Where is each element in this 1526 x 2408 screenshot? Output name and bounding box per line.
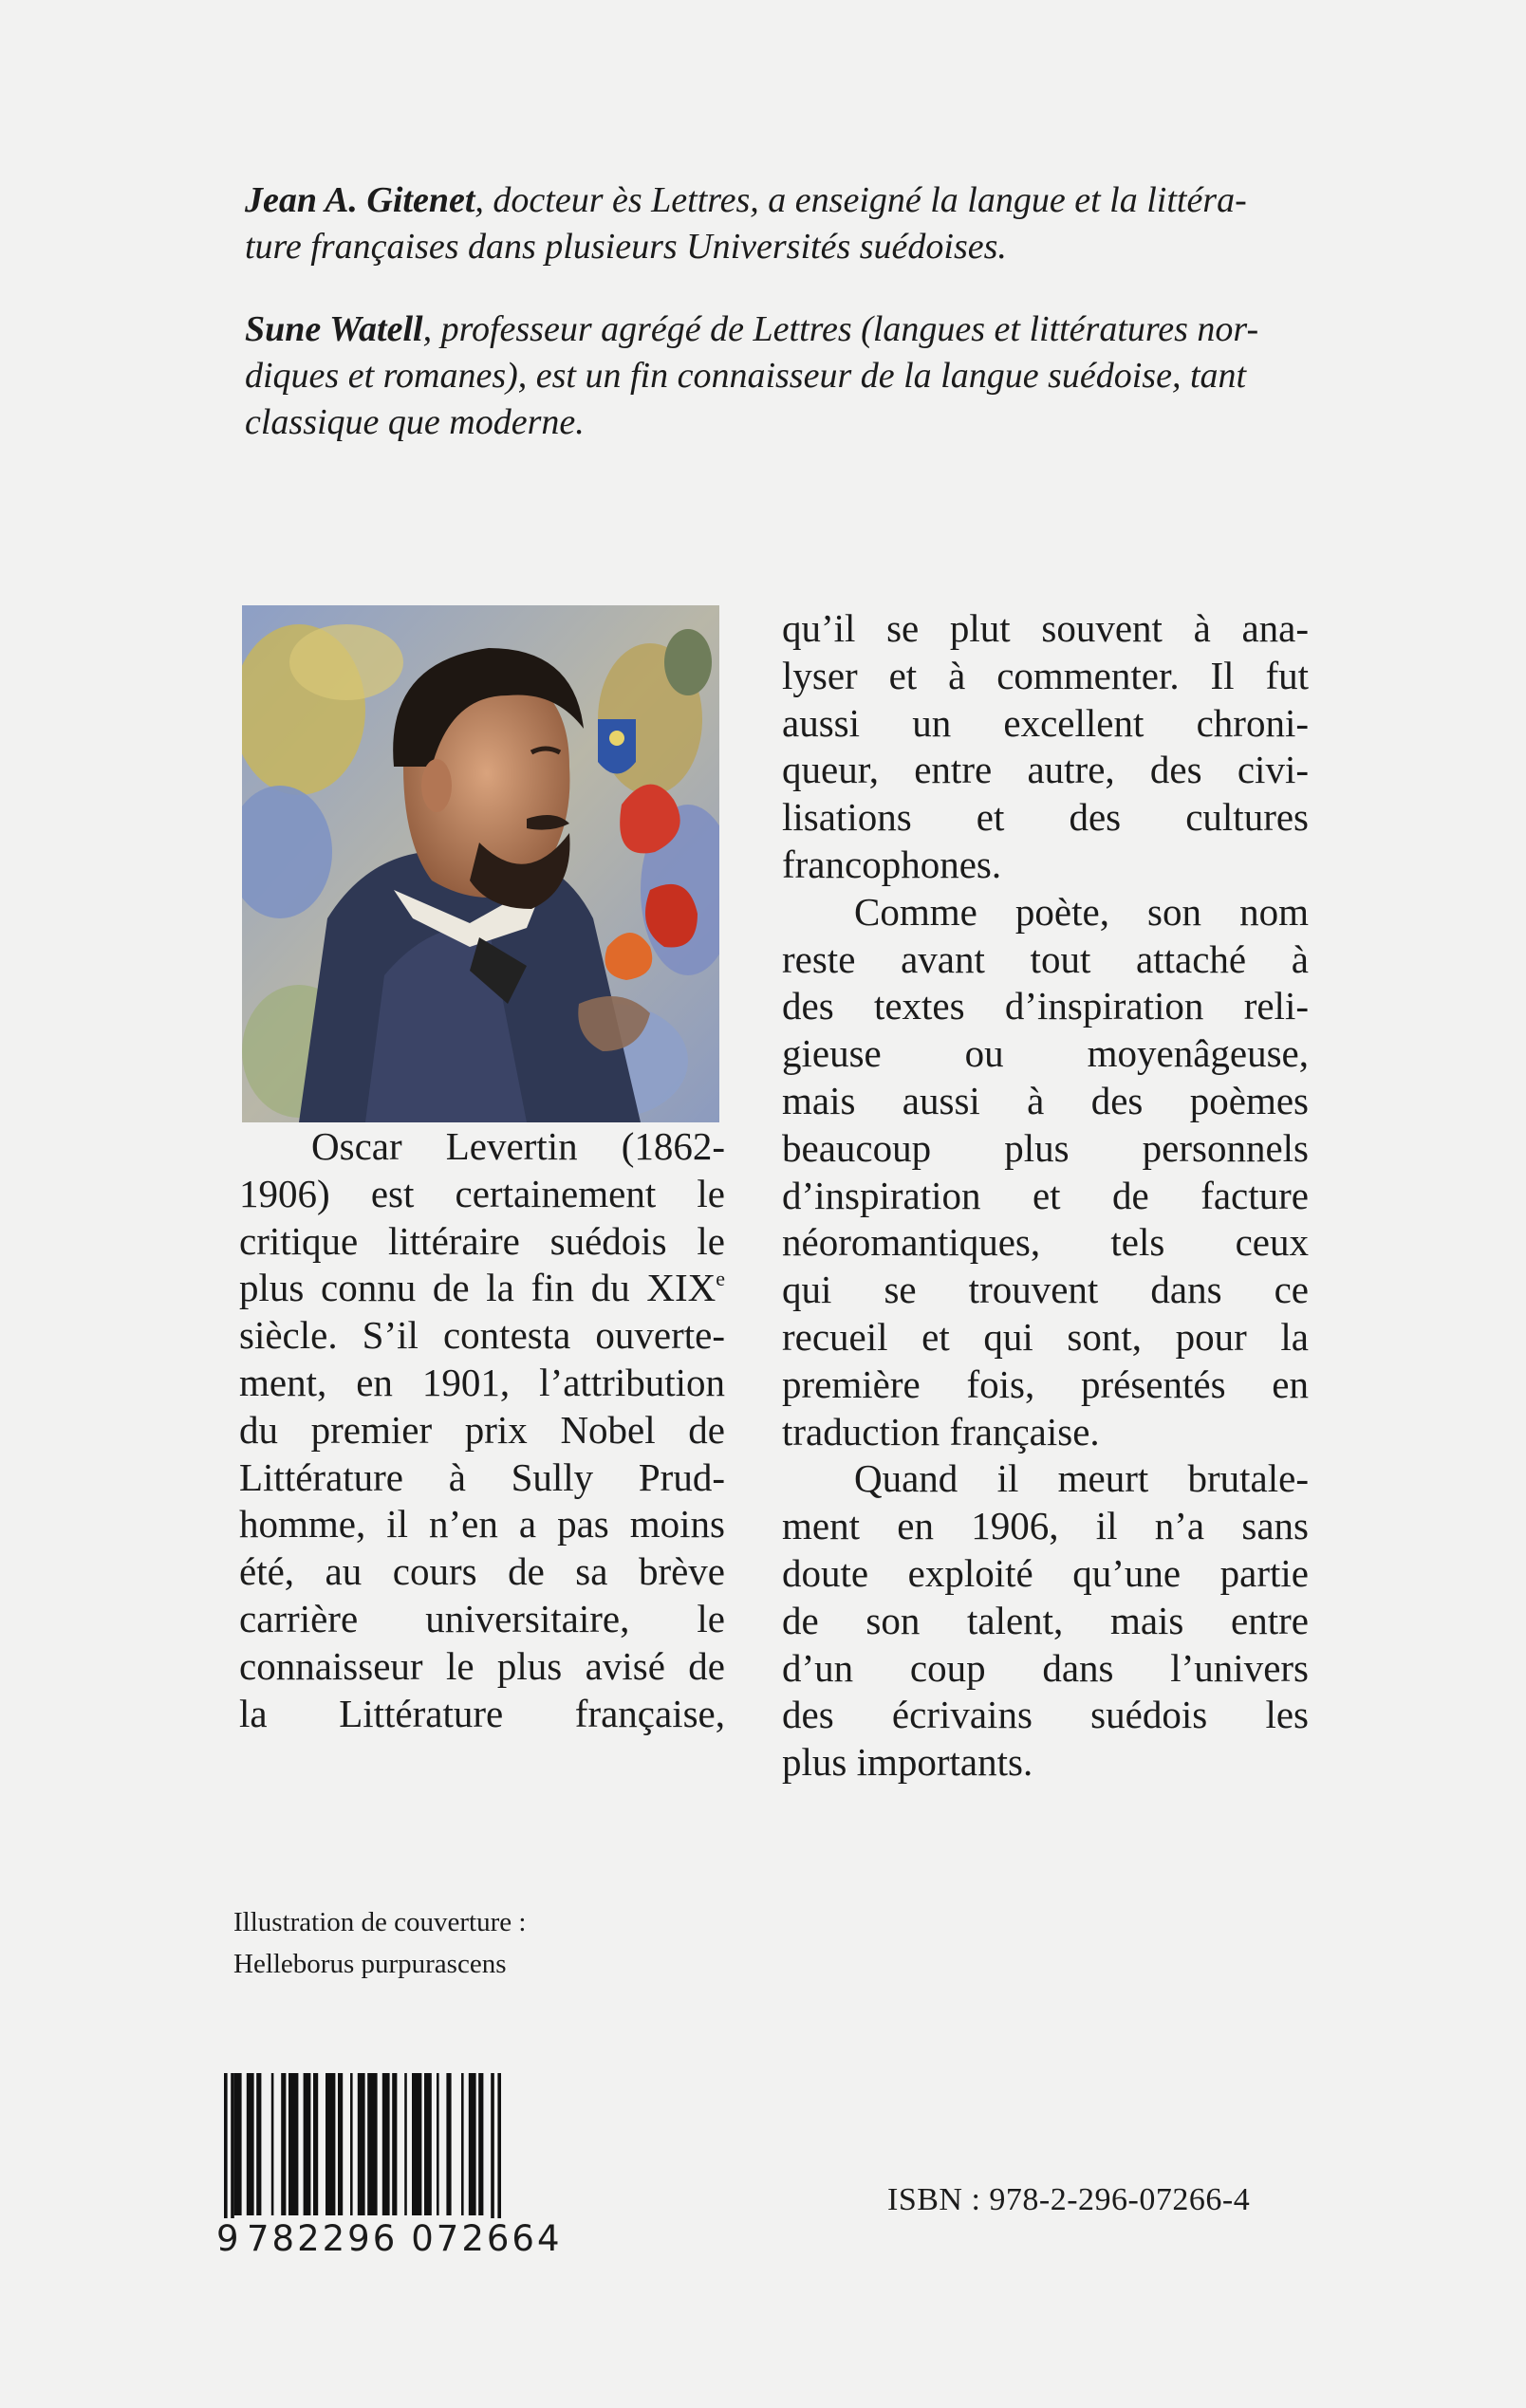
- author-name: Jean A. Gitenet: [245, 180, 475, 220]
- barcode-bar: [326, 2073, 335, 2215]
- text-column-left: [239, 1123, 725, 1737]
- text-line: néoromantiques, tels ceux: [782, 1220, 1309, 1265]
- barcode-bar: [392, 2073, 397, 2215]
- text-line: queur, entre autre, des civi-: [782, 748, 1309, 792]
- text-line: lyser et à commenter. Il fut: [782, 653, 1309, 697]
- text-line: gieuse ou moyenâgeuse,: [782, 1031, 1309, 1076]
- text-line: beaucoup plus personnels: [782, 1125, 1309, 1170]
- text-line: qui se trouvent dans ce: [782, 1268, 1309, 1312]
- barcode-bar: [491, 2073, 494, 2236]
- bio-gitenet-line-1: Jean A. Gitenet, docteur ès Lettres, a enseigné la langue et la littéra-: [245, 180, 1247, 220]
- barcode-bar: [424, 2073, 432, 2215]
- text-line: 1906) est certainement le: [239, 1171, 725, 1215]
- text-line: reste avant tout attaché à: [782, 936, 1309, 981]
- barcode-bar: [256, 2073, 261, 2215]
- text-line: siècle. S’il contesta ouverte-: [239, 1313, 725, 1358]
- text-line: plus connu de la fin du XIXe: [239, 1266, 725, 1310]
- text-line: qu’il se plut souvent à ana-: [782, 606, 1309, 650]
- barcode-bar: [234, 2073, 242, 2215]
- barcode-bar: [304, 2073, 311, 2215]
- barcode-bar: [231, 2073, 234, 2236]
- text-line: mais aussi à des poèmes: [782, 1078, 1309, 1122]
- text-line: de son talent, mais entre: [782, 1598, 1309, 1642]
- bio-watell: [245, 306, 1331, 446]
- barcode-bar: [271, 2073, 274, 2215]
- text-line: aussi un excellent chroni-: [782, 700, 1309, 745]
- bio-watell-line-1: Sune Watell, professeur agrégé de Lettres (langues et littératures nor-: [245, 309, 1259, 349]
- portrait-painting: [242, 605, 719, 1122]
- superscript: e: [716, 1267, 725, 1291]
- barcode: [211, 2073, 530, 2236]
- barcode-bar: [367, 2073, 377, 2215]
- barcode-bar: [358, 2073, 365, 2215]
- text-column-right: [782, 605, 1309, 1787]
- barcode-bar: [338, 2073, 343, 2215]
- barcode-digits-left: 782296: [247, 2218, 399, 2259]
- text-line: été, au cours de sa brève: [239, 1549, 725, 1594]
- barcode-bar: [478, 2073, 483, 2215]
- barcode-bar: [350, 2073, 353, 2215]
- barcode-bar: [469, 2073, 476, 2215]
- text-line: Oscar Levertin (1862-: [311, 1124, 725, 1168]
- barcode-bar: [461, 2073, 464, 2215]
- text-line: Quand il meurt brutale-: [854, 1456, 1309, 1501]
- bio-gitenet: [245, 177, 1331, 270]
- barcode-bar: [281, 2073, 286, 2215]
- text-line: Comme poète, son nom: [854, 889, 1309, 934]
- translator-name: Sune Watell: [245, 309, 423, 349]
- text-line: recueil et qui sont, pour la: [782, 1314, 1309, 1359]
- barcode-bar: [497, 2073, 501, 2236]
- barcode-bar: [437, 2073, 439, 2215]
- text-line: ment en 1906, il n’a sans: [782, 1504, 1309, 1548]
- text-line: d’un coup dans l’univers: [782, 1645, 1309, 1690]
- bio-watell-line-2: diques et romanes), est un fin connaisseur de la langue suédoise, tant: [245, 356, 1247, 396]
- bio-watell-line-3: classique que moderne.: [245, 402, 585, 442]
- text-line: plus importants.: [782, 1740, 1033, 1785]
- text-line: du premier prix Nobel de: [239, 1407, 725, 1452]
- barcode-bar: [382, 2073, 390, 2215]
- text-line: des écrivains suédois les: [782, 1693, 1309, 1737]
- isbn-number: ISBN : 978-2-296-07266-4: [887, 2182, 1251, 2217]
- text-line: doute exploité qu’une partie: [782, 1550, 1309, 1595]
- barcode-bar: [313, 2073, 318, 2215]
- text-line: critique littéraire suédois le: [239, 1218, 725, 1263]
- credit-line-2: Helleborus purpurascens: [233, 1949, 507, 1979]
- text-line: francophones.: [782, 842, 1002, 886]
- text-line: carrière universitaire, le: [239, 1596, 725, 1640]
- barcode-bar: [446, 2073, 451, 2215]
- barcode-bar: [247, 2073, 254, 2215]
- barcode-number: [216, 2218, 563, 2260]
- text-line: traduction française.: [782, 1409, 1100, 1454]
- barcode-bar: [288, 2073, 298, 2215]
- barcode-digits-right: 072664: [411, 2218, 563, 2259]
- text-line: ment, en 1901, l’attribution: [239, 1360, 725, 1404]
- text-line: lisations et des cultures: [782, 795, 1309, 840]
- bio-gitenet-line-2: ture françaises dans plusieurs Universités suédoises.: [245, 227, 1007, 267]
- barcode-digit-first: 9: [216, 2218, 239, 2259]
- barcode-bar: [404, 2073, 407, 2215]
- credit-line-1: Illustration de couverture :: [233, 1907, 527, 1937]
- text-line: la Littérature française,: [239, 1691, 725, 1735]
- text-line: d’inspiration et de facture: [782, 1173, 1309, 1217]
- text-line: première fois, présentés en: [782, 1361, 1309, 1406]
- text-line: Littérature à Sully Prud-: [239, 1454, 725, 1499]
- text-line: homme, il n’en a pas moins: [239, 1502, 725, 1547]
- barcode-bar: [224, 2073, 228, 2236]
- text-line: connaisseur le plus avisé de: [239, 1643, 725, 1688]
- illustration-credit: [233, 1901, 526, 1985]
- text-line: des textes d’inspiration reli-: [782, 984, 1309, 1028]
- barcode-bar: [412, 2073, 421, 2215]
